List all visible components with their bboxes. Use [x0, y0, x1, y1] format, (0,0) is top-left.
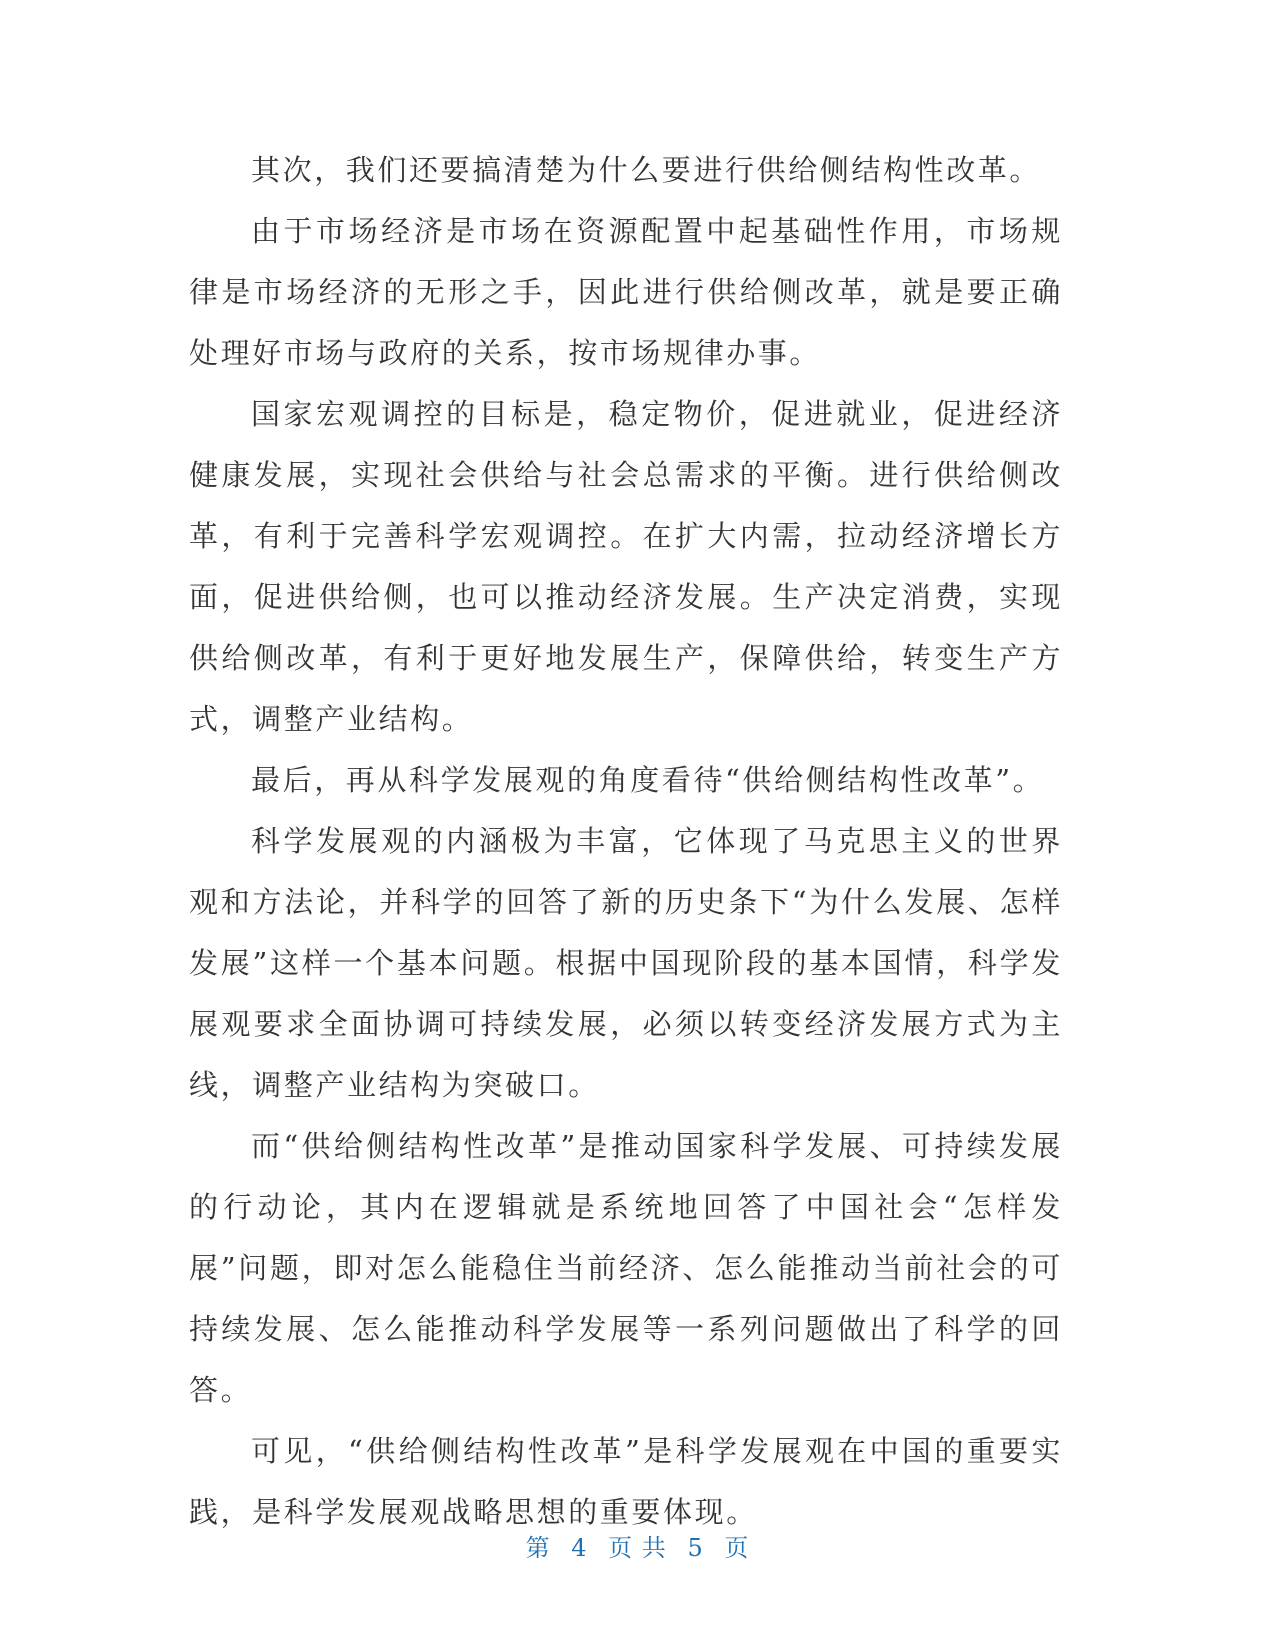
paragraph-5: 科学发展观的内涵极为丰富，它体现了马克思主义的世界观和方法论，并科学的回答了新的历史条下“为什么发展、怎样发展”这样一个基本问题。根据中国现阶段的基本国情，科学发展观要求全面协调可持续发展，必须以转变经济发展方式为主线，调整产业结构为突破口。 — [189, 824, 1063, 1102]
page-footer — [0, 1528, 1275, 1563]
paragraph-6: 而“供给侧结构性改革”是推动国家科学发展、可持续发展的行动论，其内在逻辑就是系统地回答了中国社会“怎样发展”问题，即对怎么能稳住当前经济、怎么能推动当前社会的可持续发展、怎么能推动科学发展等一系列问题做出了科学的回答。 — [189, 1129, 1063, 1407]
paragraph-7: 可见，“供给侧结构性改革”是科学发展观在中国的重要实践，是科学发展观战略思想的重要体现。 — [189, 1434, 1063, 1529]
footer-middle: 页 共 — [608, 1534, 667, 1562]
footer-current-page: 4 — [571, 1534, 588, 1562]
document-body — [189, 140, 1063, 1543]
paragraph-1: 其次，我们还要搞清楚为什么要进行供给侧结构性改革。 — [251, 153, 1042, 187]
footer-suffix: 页 — [724, 1534, 750, 1562]
paragraph-4: 最后，再从科学发展观的角度看待“供给侧结构性改革”。 — [251, 763, 1045, 797]
footer-prefix: 第 — [525, 1534, 551, 1562]
footer-total-pages: 5 — [687, 1534, 704, 1562]
paragraph-2: 由于市场经济是市场在资源配置中起基础性作用，市场规律是市场经济的无形之手，因此进行供给侧改革，就是要正确处理好市场与政府的关系，按市场规律办事。 — [189, 214, 1063, 370]
paragraph-3: 国家宏观调控的目标是，稳定物价，促进就业，促进经济健康发展，实现社会供给与社会总需求的平衡。进行供给侧改革，有利于完善科学宏观调控。在扩大内需，拉动经济增长方面，促进供给侧，也可以推动经济发展。生产决定消费，实现供给侧改革，有利于更好地发展生产，保障供给，转变生产方式，调整产业结构。 — [189, 397, 1063, 736]
